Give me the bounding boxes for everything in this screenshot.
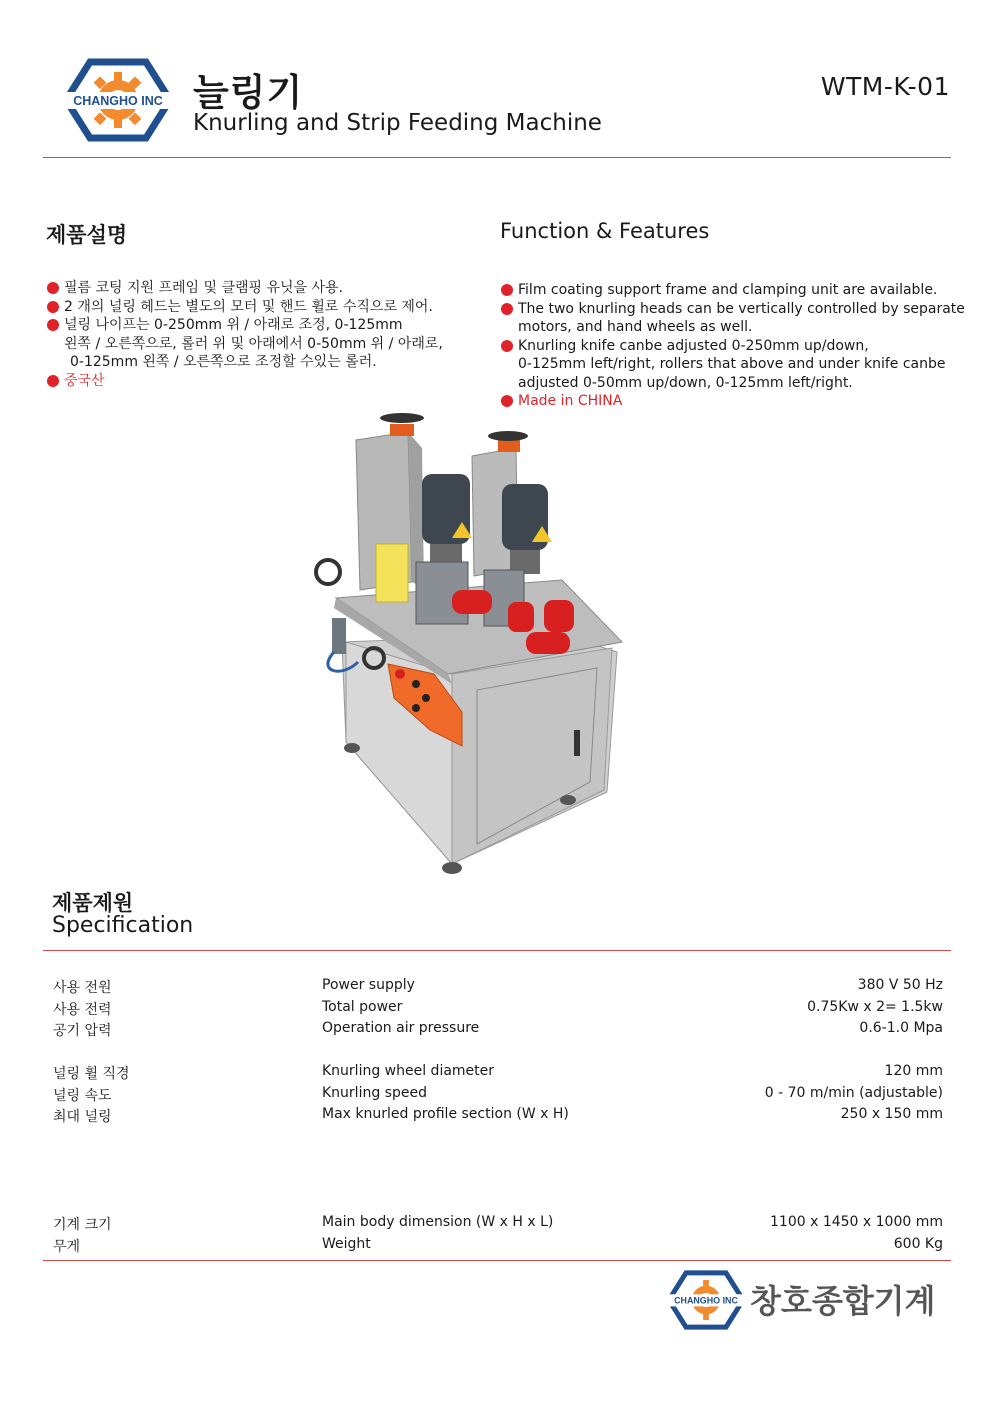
spec-label-en: Power supply [322,977,415,993]
spec-label-ko: 널링 휠 직경 [53,1066,130,1082]
spec-label-ko: 기계 크기 [53,1217,112,1233]
spec-row [53,1106,943,1127]
spec-label-en: Operation air pressure [322,1020,480,1036]
spec-label-en: Max knurled profile section (W x H) [322,1106,569,1122]
spec-row [53,999,943,1020]
spec-label-ko: 사용 전원 [53,980,112,996]
section-heading-description-en: Function & Features [500,219,710,243]
spec-divider-bottom [43,1260,951,1261]
model-number: WTM-K-01 [820,72,950,101]
list-item-origin: 중국산 [46,372,486,391]
list-item: The two knurling heads can be vertically controlled by separate [500,300,995,319]
spec-value: 0.6-1.0 Mpa [859,1020,943,1036]
section-heading-spec-en: Specification [52,913,194,938]
section-heading-spec-ko: 제품제원 [52,891,134,915]
list-item-continuation: motors, and hand wheels as well. [518,319,753,335]
spec-value: 380 V 50 Hz [857,977,943,993]
svg-text:CHANGHO INC: CHANGHO INC [73,94,163,108]
page-title-en: Knurling and Strip Feeding Machine [193,110,602,136]
machine-photo [312,412,630,878]
section-heading-description-ko: 제품설명 [46,223,128,247]
spec-row [53,1214,943,1235]
header-divider [43,157,951,158]
changho-logo-footer [666,1269,746,1331]
spec-label-en: Weight [322,1236,371,1252]
bullet-icon [501,340,513,352]
spec-value: 250 x 150 mm [840,1106,943,1122]
list-item: 필름 코팅 지원 프레임 및 클램핑 유닛을 사용. [46,279,486,298]
brand-name-ko: 창호종합기계 [750,1282,936,1320]
spec-value: 0 - 70 m/min (adjustable) [764,1085,943,1101]
page-title-ko: 늘링기 [193,71,304,114]
svg-text:CHANGHO INC: CHANGHO INC [674,1295,738,1306]
list-item: 2 개의 널링 헤드는 별도의 모터 및 핸드 휠로 수직으로 제어. [46,298,486,317]
list-item: Film coating support frame and clamping unit are available. [500,281,995,300]
spec-label-ko: 최대 널링 [53,1109,112,1125]
spec-divider-top [43,950,951,951]
feature-list-ko [46,279,486,390]
changho-logo [62,58,174,142]
list-item: Knurling knife canbe adjusted 0-250mm up/down, [500,337,995,356]
spec-row [53,977,943,998]
spec-label-ko: 공기 압력 [53,1023,112,1039]
spec-value: 120 mm [884,1063,943,1079]
spec-row [53,1063,943,1084]
spec-value: 1100 x 1450 x 1000 mm [770,1214,943,1230]
spec-label-en: Knurling wheel diameter [322,1063,495,1079]
list-item-continuation: adjusted 0-50mm up/down, 0-125mm left/right. [518,374,853,391]
feature-list-en [500,281,995,411]
bullet-icon [47,282,59,294]
spec-label-en: Total power [322,999,403,1015]
bullet-icon [501,395,513,407]
list-item-continuation: 왼쪽 / 오른쪽으로, 롤러 위 및 아래에서 0-50mm 위 / 아래로, [64,335,443,352]
bullet-icon [47,375,59,387]
spec-row [53,1085,943,1106]
spec-label-ko: 무게 [53,1239,81,1255]
spec-value: 600 Kg [893,1236,943,1252]
list-item-continuation: 0-125mm left/right, rollers that above and under knife canbe [518,356,946,372]
bullet-icon [501,284,513,296]
spec-label-ko: 사용 전력 [53,1002,112,1018]
list-item-origin: Made in CHINA [500,392,995,411]
list-item-continuation: 0-125mm 왼쪽 / 오른쪽으로 조정할 수있는 롤러. [70,354,377,370]
spec-label-en: Knurling speed [322,1085,427,1101]
spec-row [53,1236,943,1257]
bullet-icon [47,319,59,331]
spec-label-ko: 널링 속도 [53,1088,112,1104]
bullet-icon [501,303,513,315]
bullet-icon [47,301,59,313]
spec-row [53,1020,943,1041]
list-item: 널링 나이프는 0-250mm 위 / 아래로 조정, 0-125mm [46,316,486,335]
spec-value: 0.75Kw x 2= 1.5kw [807,999,943,1015]
spec-label-en: Main body dimension (W x H x L) [322,1214,554,1230]
